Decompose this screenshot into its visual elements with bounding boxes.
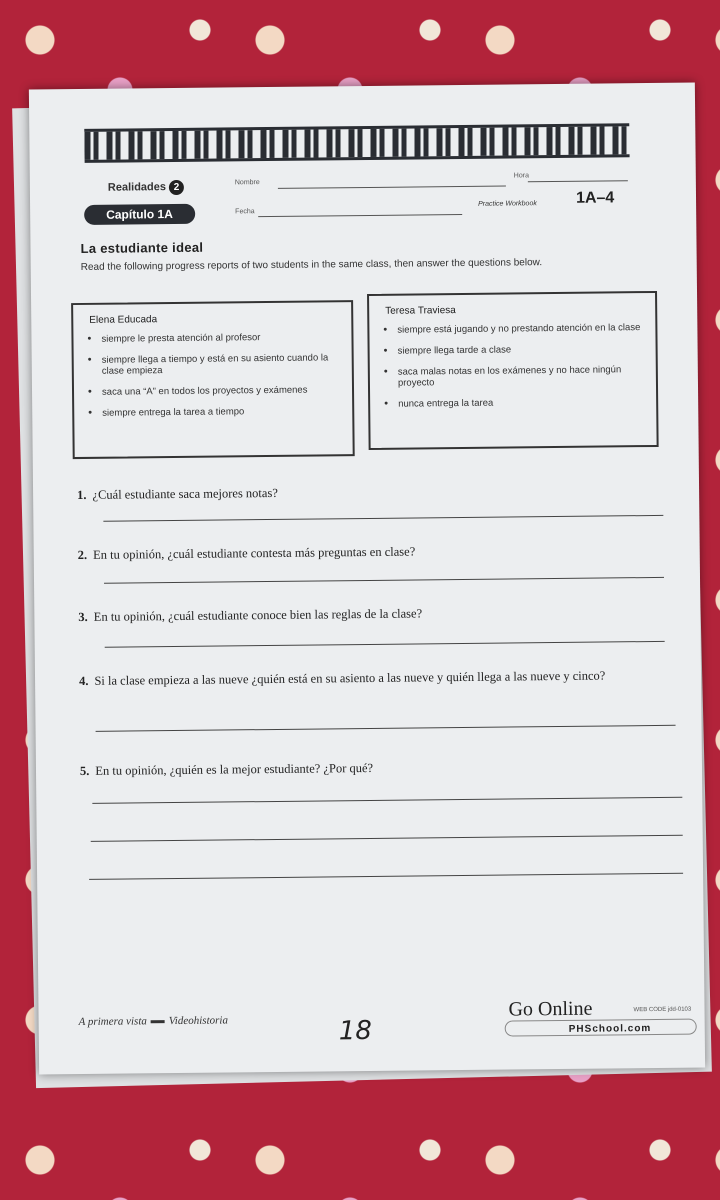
section-title: La estudiante ideal <box>80 239 204 256</box>
footer-label-b: Videohistoria <box>168 1014 229 1028</box>
question-number: 2. <box>77 547 88 563</box>
worksheet-page <box>29 83 705 1075</box>
decorative-header-band <box>84 123 629 163</box>
report-item: • nunca entrega la tarea <box>398 396 648 410</box>
report-item: • siempre entrega la tarea a tiempo <box>102 405 344 419</box>
report-item: • siempre le presta atención al profesor <box>101 331 343 345</box>
footer-section-label <box>79 1014 228 1028</box>
question-number: 1. <box>77 487 87 503</box>
answer-line-4[interactable] <box>96 725 676 732</box>
series-name: Realidades <box>107 181 167 194</box>
question-text: En tu opinión, ¿cuál estudiante conoce bien las reglas de la clase? <box>93 606 423 624</box>
report-box-elena <box>71 300 355 459</box>
question-1 <box>77 481 657 503</box>
report-student-name: Teresa Traviesa <box>385 305 456 317</box>
workbook-label: Practice Workbook <box>478 200 537 208</box>
question-4 <box>79 667 639 689</box>
hora-label: Hora <box>513 172 530 180</box>
web-code: WEB CODE jdd-0103 <box>633 1006 692 1014</box>
question-text: En tu opinión, ¿cuál estudiante contesta más preguntas en clase? <box>93 544 416 562</box>
report-item: • saca una “A” en todos los proyectos y exámenes <box>102 384 344 398</box>
nombre-field[interactable] <box>278 186 506 189</box>
report-item: • siempre llega a tiempo y está en su asiento cuando la clase empieza <box>102 352 344 377</box>
section-instructions: Read the following progress reports of two students in the same class, then answer the questions below. <box>80 257 543 273</box>
series-label <box>108 180 184 196</box>
answer-line-2[interactable] <box>104 577 664 584</box>
question-number: 4. <box>78 673 89 689</box>
report-item: • siempre llega tarde a clase <box>398 343 648 357</box>
answer-line-1[interactable] <box>103 515 663 522</box>
handwritten-page-number: 18 <box>338 1015 372 1047</box>
nombre-label: Nombre <box>234 179 260 187</box>
phschool-link[interactable]: PHSchool.com <box>568 1023 652 1035</box>
hora-field[interactable] <box>528 180 628 182</box>
question-text: ¿Cuál estudiante saca mejores notas? <box>92 485 278 502</box>
question-2 <box>78 541 658 563</box>
report-item: • saca malas notas en los exámenes y no hace ningún proyecto <box>398 364 648 389</box>
go-online-logo: Go Online <box>508 997 593 1021</box>
question-5 <box>80 757 660 779</box>
series-number-badge: 2 <box>169 180 184 195</box>
chapter-tab: Capítulo 1A <box>84 204 195 225</box>
activity-code: 1A–4 <box>575 189 615 207</box>
footer-label-a: A primera vista <box>78 1015 147 1029</box>
answer-line-5a[interactable] <box>92 797 682 804</box>
question-text: Si la clase empieza a las nueve ¿quién está en su asiento a las nueve y quién llega a las nueve y cinco? <box>94 668 606 688</box>
report-student-name: Elena Educada <box>89 314 158 326</box>
question-text: En tu opinión, ¿quién es la mejor estudiante? ¿Por qué? <box>95 760 374 778</box>
fecha-label: Fecha <box>235 208 255 216</box>
fecha-field[interactable] <box>258 214 462 217</box>
answer-line-5b[interactable] <box>91 835 683 842</box>
question-number: 3. <box>78 609 88 625</box>
report-box-teresa <box>367 291 659 450</box>
question-3 <box>78 603 658 625</box>
answer-line-5c[interactable] <box>89 873 683 880</box>
report-item: • siempre está jugando y no prestando atención en la clase <box>397 322 647 336</box>
question-number: 5. <box>79 763 90 779</box>
dash-icon <box>151 1020 165 1023</box>
answer-line-3[interactable] <box>105 641 665 648</box>
